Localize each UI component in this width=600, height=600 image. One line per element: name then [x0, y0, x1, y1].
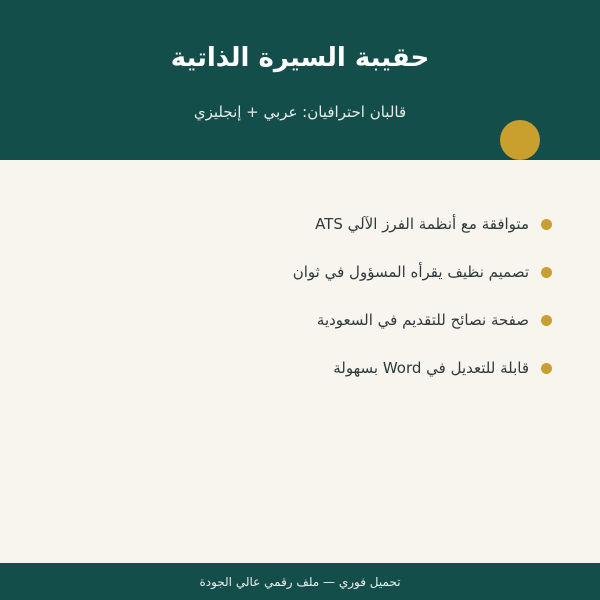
feature-text: متوافقة مع أنظمة الفرز الآلي ATS: [315, 215, 529, 233]
bullet-dot-icon: [541, 267, 552, 278]
feature-item: [293, 248, 552, 296]
page-subtitle: قالبان احترافيان: عربي + إنجليزي: [193, 103, 407, 121]
footer-text: تحميل فوري — ملف رقمي عالي الجودة: [199, 575, 401, 589]
page-title: حقيبة السيرة الذاتية: [170, 43, 430, 73]
feature-text: قابلة للتعديل في Word بسهولة: [333, 359, 529, 377]
features-list: [293, 200, 552, 392]
accent-circle: [500, 120, 540, 160]
feature-item: [293, 344, 552, 392]
feature-item: [293, 296, 552, 344]
bullet-dot-icon: [541, 219, 552, 230]
bullet-dot-icon: [541, 315, 552, 326]
bullet-dot-icon: [541, 363, 552, 374]
footer-bar: [0, 563, 600, 600]
feature-text: صفحة نصائح للتقديم في السعودية: [316, 311, 529, 329]
feature-item: [293, 200, 552, 248]
feature-text: تصميم نظيف يقرأه المسؤول في ثوان: [292, 263, 529, 281]
